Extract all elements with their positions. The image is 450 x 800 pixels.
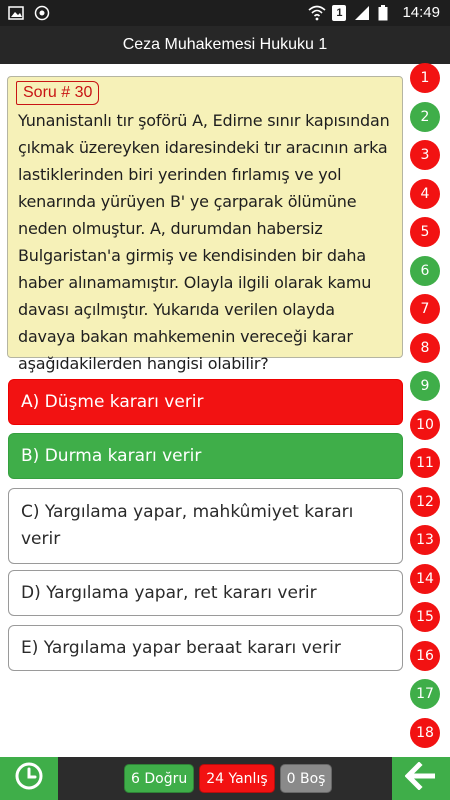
question-number-16[interactable]: 16 bbox=[410, 641, 440, 671]
question-number-8[interactable]: 8 bbox=[410, 333, 440, 363]
battery-icon bbox=[378, 5, 394, 21]
question-number-17[interactable]: 17 bbox=[410, 679, 440, 709]
vpn-icon bbox=[34, 5, 50, 21]
page-title: Ceza Muhakemesi Hukuku 1 bbox=[122, 36, 328, 53]
question-number-14[interactable]: 14 bbox=[410, 564, 440, 594]
question-card bbox=[7, 76, 403, 373]
question-number-9[interactable]: 9 bbox=[410, 371, 440, 401]
question-number-15[interactable]: 15 bbox=[410, 602, 440, 632]
answer-option-a[interactable] bbox=[8, 379, 403, 425]
answer-option-b[interactable] bbox=[8, 433, 403, 479]
answer-label: E) Yargılama yapar beraat kararı verir bbox=[21, 638, 341, 658]
question-number-10[interactable]: 10 bbox=[410, 410, 440, 440]
question-number-11[interactable]: 11 bbox=[410, 448, 440, 478]
answer-label: A) Düşme kararı verir bbox=[21, 392, 204, 412]
status-bar bbox=[0, 0, 450, 26]
answer-option-d[interactable] bbox=[8, 570, 403, 616]
question-number-1[interactable]: 1 bbox=[410, 63, 440, 93]
sim-icon: 1 bbox=[332, 5, 346, 21]
question-number-4[interactable]: 4 bbox=[410, 179, 440, 209]
answer-option-e[interactable] bbox=[8, 625, 403, 671]
score-summary bbox=[124, 764, 332, 793]
signal-icon bbox=[354, 5, 370, 21]
question-text: Yunanistanlı tır şoförü A, Edirne sınır kapısından çıkmak üzereyken idaresindeki tır aracının arka lastiklerinden biri yerinden fırlamış ve yol kenarında yürüyen B' ye çarparak ölümüne neden olmuştur. A, durumdan habersiz Bulgaristan'a girmiş ve kendisinden bir daha haber alınamamıştır. Olayla ilgili olarak kamu davası açılmıştır. Yukarıda verilen olayda davaya bakan mahkemenin vereceği karar aşağıdakilerden hangisi olabilir? bbox=[18, 111, 390, 373]
bottom-bar bbox=[0, 757, 450, 800]
image-icon bbox=[8, 5, 24, 21]
wifi-icon bbox=[308, 5, 324, 21]
back-button[interactable] bbox=[392, 757, 450, 800]
correct-count-badge: 6 Doğru bbox=[124, 764, 194, 793]
question-number-3[interactable]: 3 bbox=[410, 140, 440, 170]
back-arrow-icon bbox=[405, 762, 437, 795]
timer-button[interactable] bbox=[0, 757, 58, 800]
empty-count-badge: 0 Boş bbox=[280, 764, 333, 793]
clock-time: 14:49 bbox=[402, 4, 440, 21]
app-header bbox=[0, 26, 450, 64]
answer-label: B) Durma kararı verir bbox=[21, 446, 202, 466]
question-number-badge: Soru # 30 bbox=[16, 81, 99, 105]
question-number-13[interactable]: 13 bbox=[410, 525, 440, 555]
answer-label: D) Yargılama yapar, ret kararı verir bbox=[21, 583, 317, 603]
wrong-count-badge: 24 Yanlış bbox=[199, 764, 274, 793]
question-number-2[interactable]: 2 bbox=[410, 102, 440, 132]
question-number-5[interactable]: 5 bbox=[410, 217, 440, 247]
answer-label: C) Yargılama yapar, mahkûmiyet kararı verir bbox=[21, 502, 354, 549]
question-number-12[interactable]: 12 bbox=[410, 487, 440, 517]
clock-icon bbox=[14, 761, 44, 796]
question-number-7[interactable]: 7 bbox=[410, 294, 440, 324]
question-number-6[interactable]: 6 bbox=[410, 256, 440, 286]
question-number-18[interactable]: 18 bbox=[410, 718, 440, 748]
answer-option-c[interactable] bbox=[8, 488, 403, 564]
